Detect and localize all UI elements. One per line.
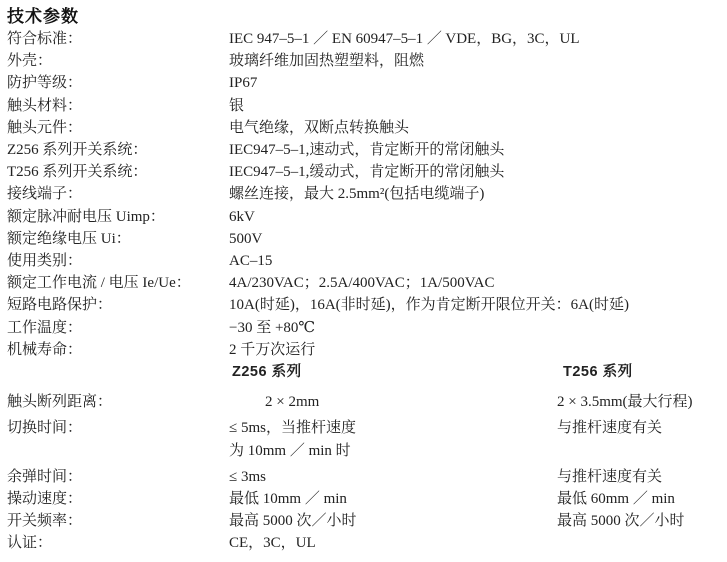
spec-label: 额定工作电流 / 电压 Ie/Ue： [7, 275, 191, 292]
spec-label: 使用类别： [7, 253, 83, 270]
series-z256-value-line1: ≤ 5ms，当推杆速度 [229, 420, 356, 437]
series-t256-value: 最高 5000 次／小时 [557, 513, 685, 530]
spec-label: 工作温度： [7, 319, 83, 336]
spec-label: 操动速度： [7, 491, 83, 508]
page-title: 技术参数 [7, 7, 79, 26]
series-z256-value: 最高 5000 次／小时 [229, 513, 357, 530]
series-z256-value: 最低 10mm ／ min [229, 491, 347, 508]
spec-label: 符合标准： [7, 31, 83, 47]
spec-label: 认证： [7, 535, 53, 552]
spec-label: 触头材料： [7, 97, 83, 114]
spec-label: 切换时间： [7, 420, 83, 437]
spec-value: 2 千万次运行 [229, 341, 316, 358]
spec-label: 接线端子： [7, 186, 83, 203]
series-z256-value: CE，3C，UL [229, 535, 316, 552]
spec-label: 触头元件： [7, 119, 83, 136]
spec-label: 外壳： [7, 53, 53, 70]
spec-value: IP67 [229, 75, 258, 92]
series-z256-value-line2: 为 10mm ／ min 时 [229, 442, 351, 459]
spec-value: IEC 947–5–1 ／ EN 60947–5–1 ／ VDE，BG，3C，UL [229, 31, 580, 47]
series-t256-value: 2 × 3.5mm(最大行程) [557, 394, 693, 411]
spec-value: 4A/230VAC；2.5A/400VAC；1A/500VAC [229, 275, 495, 292]
spec-label: 余弹时间： [7, 468, 83, 485]
spec-value: 玻璃纤维加固热塑塑料，阻燃 [229, 53, 425, 70]
spec-row-impulse-voltage [7, 206, 719, 228]
spec-label: 额定绝缘电压 Ui： [7, 230, 131, 247]
series-z256-value: 2 × 2mm [265, 394, 320, 411]
spec-value: 电气绝缘，双断点转换触头 [229, 119, 410, 136]
spec-row-utilization-category [7, 250, 719, 272]
spec-value: −30 至 +80℃ [229, 319, 316, 336]
spec-row-z256-switch-system [7, 139, 719, 161]
series-header-row [7, 361, 719, 383]
spec-value: AC–15 [229, 253, 273, 270]
series-t256-value: 最低 60mm ／ min [557, 491, 675, 508]
spec-row-operating-temperature [7, 317, 719, 339]
spec-row-short-circuit-protection [7, 294, 719, 316]
series-z256-value [229, 417, 557, 461]
spec-label: Z256 系列开关系统： [7, 142, 148, 159]
series-row-switching-time [7, 417, 719, 461]
spec-value: 螺丝连接，最大 2.5mm²(包括电缆端子) [229, 186, 485, 203]
series-row-switching-frequency [7, 510, 719, 532]
series-t256-value: 与推杆速度有关 [557, 468, 663, 485]
spec-label: 触头断列距离： [7, 394, 113, 411]
spec-value: IEC947–5–1,速动式，肯定断开的常闭触头 [229, 142, 505, 159]
spec-label: 防护等级： [7, 75, 83, 92]
spec-label: 机械寿命： [7, 341, 83, 358]
spec-row-mechanical-life [7, 339, 719, 361]
spec-row-contact-element [7, 117, 719, 139]
spec-value: 6kV [229, 208, 255, 225]
spec-label: 额定脉冲耐电压 Uimp： [7, 208, 165, 225]
series-column-header-z256: Z256 系列 [232, 364, 302, 381]
spec-row-standards [7, 28, 719, 50]
spec-label: 开关频率： [7, 513, 83, 530]
series-z256-value: ≤ 3ms [229, 468, 266, 485]
series-t256-value: 与推杆速度有关 [557, 420, 663, 437]
spec-value: IEC947–5–1,缓动式，肯定断开的常闭触头 [229, 164, 505, 181]
spec-row-insulation-voltage [7, 228, 719, 250]
spec-row-contact-material [7, 95, 719, 117]
series-row-bounce-time [7, 466, 719, 488]
spec-row-housing [7, 50, 719, 72]
spec-row-t256-switch-system [7, 161, 719, 183]
spec-value: 银 [229, 97, 245, 114]
spec-label: T256 系列开关系统： [7, 164, 148, 181]
series-column-header-t256: T256 系列 [563, 364, 633, 381]
spec-label: 短路电路保护： [7, 297, 113, 314]
spec-row-rated-current-voltage [7, 272, 719, 294]
series-row-actuation-speed [7, 488, 719, 510]
spec-value: 10A(时延)，16A(非时延)，作为肯定断开限位开关：6A(时延) [229, 297, 629, 314]
series-row-certification [7, 532, 719, 554]
spec-value: 500V [229, 230, 263, 247]
spec-row-terminals [7, 183, 719, 205]
spec-row-protection-rating [7, 72, 719, 94]
series-row-contact-gap [7, 391, 719, 413]
